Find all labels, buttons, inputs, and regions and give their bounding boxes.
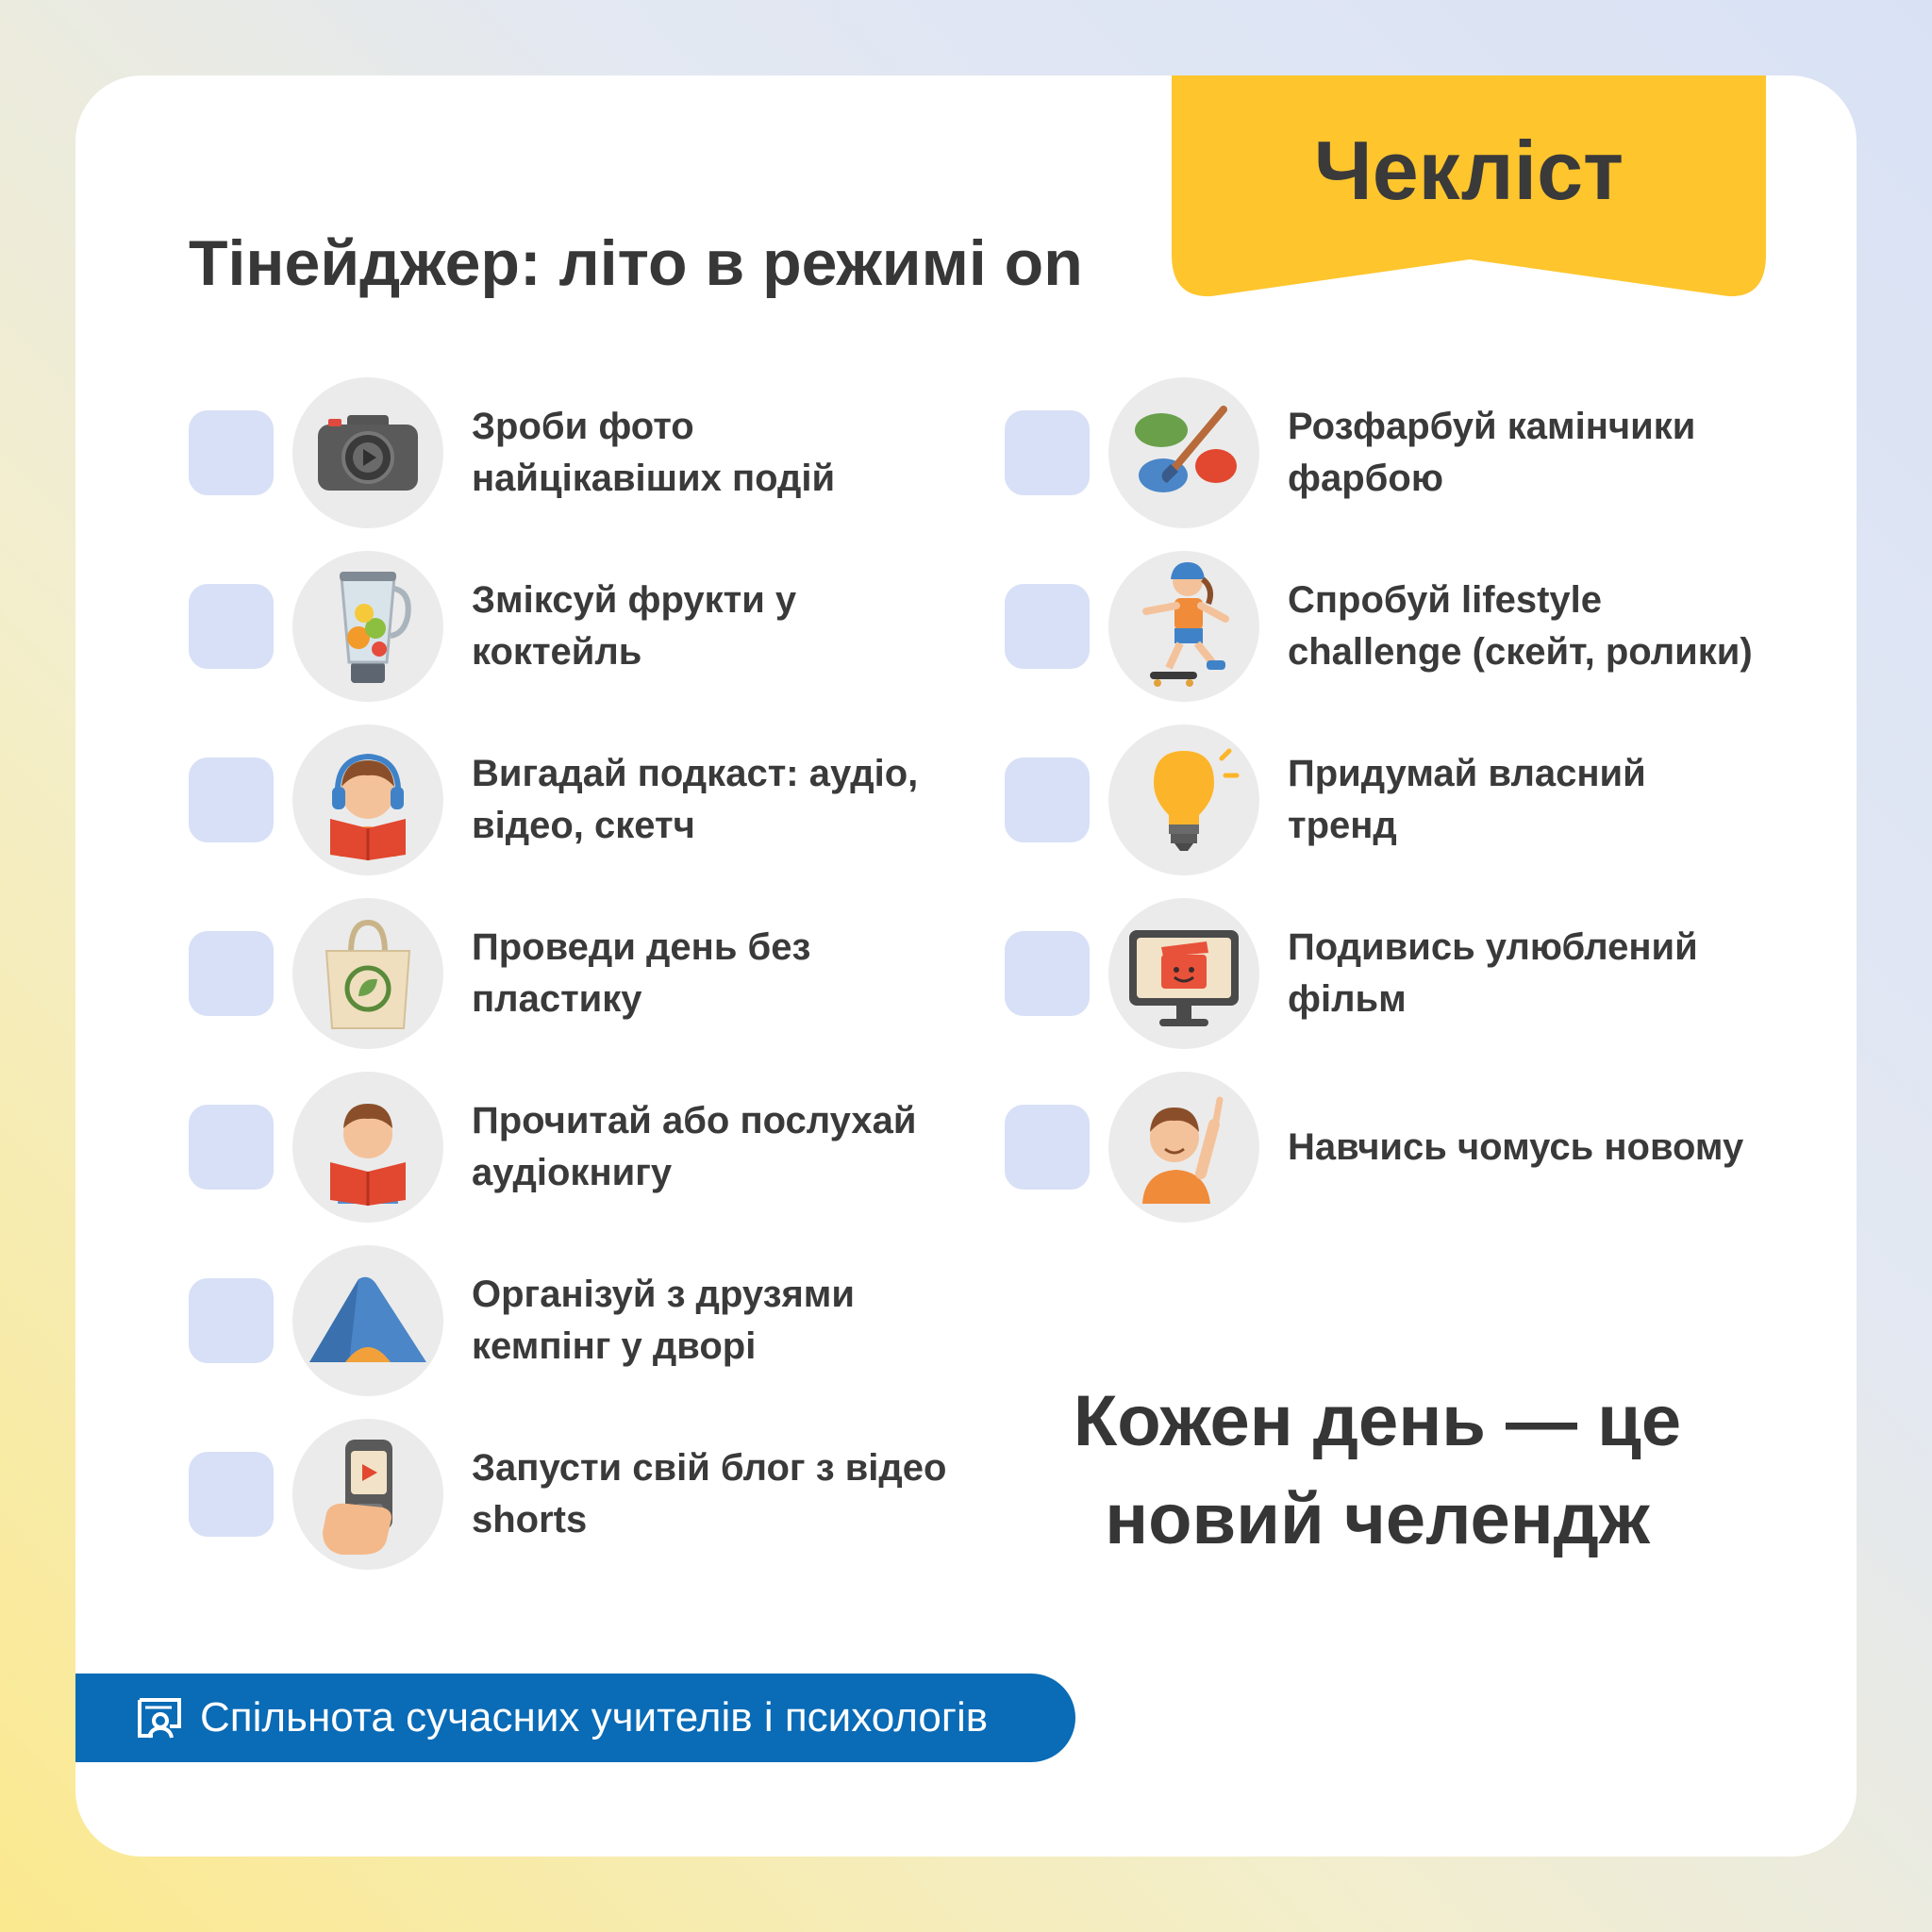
item-label-line2: тренд: [1288, 805, 1397, 846]
checkbox[interactable]: [189, 1452, 274, 1537]
checkbox[interactable]: [189, 410, 274, 495]
item-label-line1: Навчись чомусь новому: [1288, 1125, 1744, 1168]
camera-icon: [292, 377, 443, 528]
item-label-line1: Зроби фото: [472, 406, 694, 447]
monitor-clapper-icon: [1108, 898, 1259, 1049]
checklist-item: [1005, 898, 1797, 1049]
footer-banner: [75, 1674, 1075, 1762]
item-label-line1: Придумай власний: [1288, 753, 1646, 794]
checkbox[interactable]: [189, 584, 274, 669]
item-label-line2: найцікавіших подій: [472, 458, 836, 499]
item-label-line1: Вигадай подкаст: аудіо,: [472, 753, 919, 794]
community-logo-icon: [136, 1696, 183, 1744]
tent-icon: [292, 1245, 443, 1396]
podcast-boy-icon: [292, 724, 443, 875]
checklist-item: [189, 724, 962, 875]
item-label-line2: пластику: [472, 978, 642, 1020]
checkbox[interactable]: [189, 758, 274, 842]
item-label-line1: Подивись улюблений: [1288, 926, 1698, 968]
item-label-line2: кемпінг у дворі: [472, 1325, 757, 1367]
checklist-item: [189, 377, 962, 528]
checklist-item: [189, 551, 962, 702]
checklist-item: [1005, 724, 1797, 875]
checklist-ribbon-badge: [1172, 75, 1766, 298]
checklist-item: [189, 1245, 962, 1396]
checklist-item: [1005, 1072, 1797, 1223]
eco-bag-icon: [292, 898, 443, 1049]
lightbulb-icon: [1108, 724, 1259, 875]
checklist-card: [75, 75, 1857, 1857]
item-label-line1: Організуй з друзями: [472, 1274, 855, 1315]
painted-stones-icon: [1108, 377, 1259, 528]
item-label-line2: фільм: [1288, 978, 1407, 1020]
checkbox[interactable]: [189, 1278, 274, 1363]
checklist-item: [189, 1419, 962, 1570]
item-label-line1: Розфарбуй камінчики: [1288, 406, 1696, 447]
motivational-slogan: [1019, 1373, 1736, 1569]
item-label-line2: shorts: [472, 1499, 588, 1541]
checklist-item: [1005, 377, 1797, 528]
item-label-line2: аудіокнигу: [472, 1152, 673, 1193]
checkbox[interactable]: [1005, 758, 1090, 842]
item-label-line1: Прочитай або послухай: [472, 1100, 917, 1141]
item-label-line1: Запусти свій блог з відео: [472, 1447, 947, 1489]
ribbon-label: Чекліст: [1313, 124, 1624, 217]
checkbox[interactable]: [1005, 410, 1090, 495]
checklist-item: [189, 1072, 962, 1223]
checkbox[interactable]: [1005, 584, 1090, 669]
footer-text: Спільнота сучасних учителів і психологів: [200, 1694, 989, 1740]
slogan-line2: новий челендж: [1105, 1479, 1650, 1559]
item-label-line2: фарбою: [1288, 458, 1443, 499]
blender-icon: [292, 551, 443, 702]
checklist-item: [189, 898, 962, 1049]
checklist-item: [1005, 551, 1797, 702]
checkbox[interactable]: [189, 931, 274, 1016]
raised-hand-boy-icon: [1108, 1072, 1259, 1223]
checkbox[interactable]: [1005, 931, 1090, 1016]
item-label-line2: коктейль: [472, 631, 642, 673]
item-label-line2: відео, скетч: [472, 805, 695, 846]
checkbox[interactable]: [1005, 1105, 1090, 1190]
page-title: Тінейджер: літо в режимі on: [189, 227, 1083, 299]
item-label-line1: Проведи день без: [472, 926, 811, 968]
reading-boy-icon: [292, 1072, 443, 1223]
item-label-line1: Спробуй lifestyle: [1288, 579, 1603, 621]
slogan-line1: Кожен день — це: [1073, 1381, 1682, 1461]
skater-girl-icon: [1108, 551, 1259, 702]
phone-video-icon: [292, 1419, 443, 1570]
checkbox[interactable]: [189, 1105, 274, 1190]
item-label-line2: challenge (скейт, ролики): [1288, 631, 1753, 673]
item-label-line1: Зміксуй фрукти у: [472, 579, 797, 621]
